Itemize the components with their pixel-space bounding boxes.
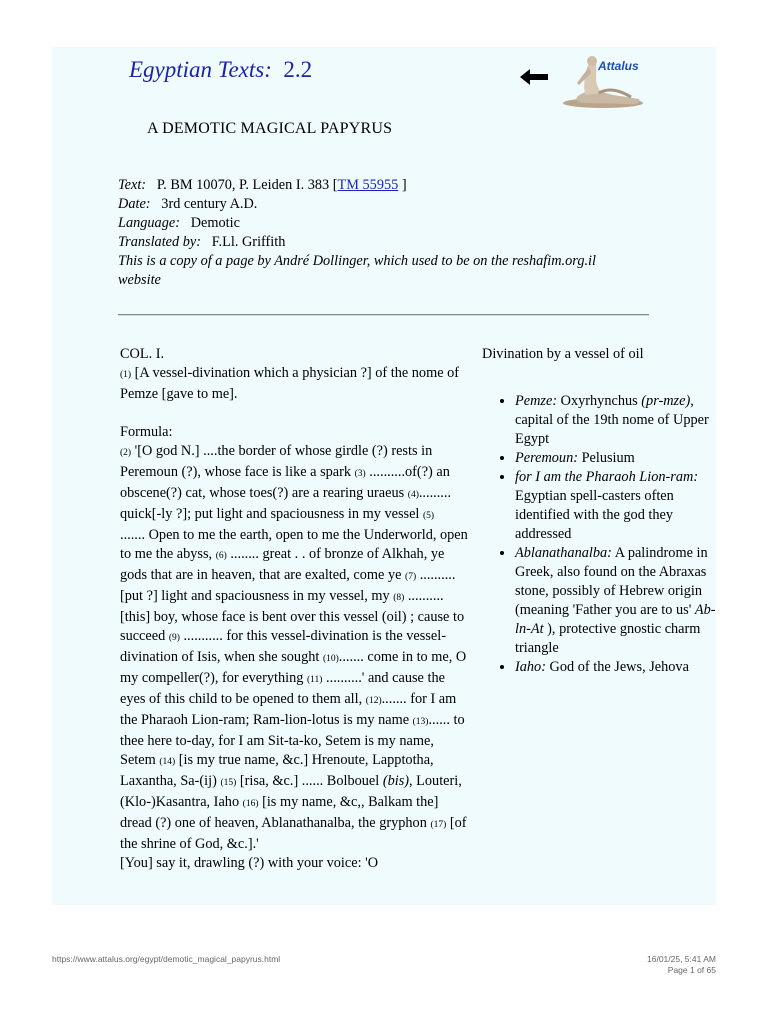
meta-date-value: 3rd century A.D.: [161, 196, 258, 212]
note-text: Oxyrhynchus: [560, 393, 638, 409]
line-text: ..........of(?) an obscene(?) cat, whose toes(?) are a rearing uraeus: [120, 464, 450, 501]
line-text: ....... come in to me, O my compeller(?), for everything: [120, 649, 467, 686]
line-text: ....... Open to me the earth, open to me the Underworld, open to me the abyss,: [120, 527, 468, 562]
note-text: Egyptian spell-casters often identified with the god they addressed: [515, 488, 674, 542]
line-number: (10): [322, 654, 339, 664]
footer-url: https://www.attalus.org/egypt/demotic_magical_papyrus.html: [52, 954, 281, 964]
note-item: [515, 449, 716, 468]
note-term: Ablanathanalba:: [515, 545, 612, 561]
line-text: [risa, &c.] ...... Bolbouel: [239, 773, 380, 789]
attalus-logo-text[interactable]: Attalus: [598, 59, 639, 73]
note-item: [515, 544, 716, 658]
column-heading: COL. I.: [120, 346, 165, 362]
tm-link[interactable]: TM 55955: [337, 177, 399, 193]
divider: [118, 314, 649, 316]
meta-language-value: Demotic: [190, 215, 240, 231]
meta-translator-label: Translated by:: [118, 234, 202, 250]
page-title: [129, 57, 312, 83]
line-number: (15): [220, 778, 237, 788]
line-number: (8): [393, 593, 405, 603]
note-item: [515, 658, 716, 677]
meta-text-value: P. BM 10070, P. Leiden I. 383 [: [156, 177, 338, 193]
line-text: ........... for this vessel-divination is the vessel-divination of Isis, when she sought: [120, 628, 446, 665]
notes-list: [482, 392, 716, 677]
line-number: (2): [120, 448, 132, 458]
note-text: God of the Jews, Jehova: [549, 659, 689, 675]
notes-heading: Divination by a vessel of oil: [482, 346, 644, 362]
line-number: (6): [215, 551, 227, 561]
back-arrow-icon[interactable]: [520, 67, 550, 87]
line-number: (3): [354, 469, 366, 479]
footer-page-number: Page 1 of 65: [667, 965, 716, 975]
line-number: (17): [430, 820, 447, 830]
line-number: (9): [168, 633, 180, 643]
line-text: (bis): [382, 773, 410, 789]
line-text: , Louteri, (Klo-)Kasantra, Iaho: [120, 773, 462, 810]
note-text: A palindrome in Greek, also found on the Abraxas stone, possibly of Hebrew origin (meaning 'Father you are to us': [515, 545, 708, 618]
document-metadata: [118, 176, 598, 290]
note-term: for I am the Pharaoh Lion-ram:: [515, 469, 699, 485]
line-number: (5): [422, 511, 435, 521]
line-number: (12): [365, 696, 382, 706]
line-number: (16): [242, 799, 259, 809]
meta-translator-row: [118, 233, 598, 252]
line-number: (7): [405, 572, 417, 582]
notes-column: [482, 345, 716, 677]
meta-language-row: [118, 214, 598, 233]
meta-copy-note: This is a copy of a page by André Dollinger, which used to be on the reshafim.org.il website: [118, 253, 596, 288]
line-text: .......... [put ?] light and spaciousness in my vessel, my: [120, 567, 456, 604]
note-term: (pr-mze): [641, 393, 691, 409]
page-panel: [52, 47, 716, 905]
line-text: ......... quick[-ly ?]; put light and spaciousness in my vessel: [120, 485, 452, 522]
line-number: (11): [306, 675, 323, 685]
formula-last-line: [You] say it, drawling (?) with your voice: 'O: [120, 855, 379, 871]
line-text: [of the shrine of God, &c.].': [120, 815, 467, 852]
note-text: , capital of the 19th nome of Upper Egypt: [515, 393, 709, 447]
meta-date-row: [118, 195, 598, 214]
title-number: 2.2: [283, 57, 313, 82]
line-number: (1): [120, 370, 132, 380]
note-term: Iaho:: [515, 659, 546, 675]
meta-text-close: ]: [401, 177, 407, 193]
translation-line: [120, 364, 472, 404]
meta-translator-value: F.Ll. Griffith: [211, 234, 286, 250]
line-text: ........ great . . of bronze of Alkhah, ye gods that are in heaven, that are exalted, come ye: [120, 546, 445, 583]
title-text: Egyptian Texts:: [129, 57, 272, 82]
meta-text-row: [118, 176, 598, 195]
formula-text: [120, 526, 472, 854]
line-text: ..........' and cause the eyes of this child to be opened to them all,: [120, 670, 445, 707]
line-number: (4): [407, 490, 419, 500]
formula-text: [120, 442, 472, 526]
note-item: [515, 392, 716, 449]
note-term: Peremoun:: [515, 450, 578, 466]
footer-datetime: 16/01/25, 5:41 AM: [647, 954, 716, 964]
translation-column: [120, 345, 472, 873]
line-text: [is my true name, &c.] Hrenoute, Lapptotha, Laxantha, Sa-(ij): [120, 752, 434, 789]
note-text: Pelusium: [581, 450, 635, 466]
line-text: ...... to thee here to-day, for I am Sit-ta-ko, Setem is my name, Setem: [120, 712, 465, 768]
meta-date-label: Date:: [118, 196, 151, 212]
note-term: Pemze:: [515, 393, 558, 409]
document-subtitle: A DEMOTIC MAGICAL PAPYRUS: [147, 120, 393, 137]
meta-text-label: Text:: [118, 177, 147, 193]
note-text: ), protective gnostic charm triangle: [515, 621, 701, 656]
meta-language-label: Language:: [118, 215, 180, 231]
formula-label: Formula:: [120, 424, 173, 440]
line-text: [is my name, &c,, Balkam the] dread (?) one of heaven, Ablanathanalba, the gryphon: [120, 794, 439, 831]
note-item: [515, 468, 716, 544]
note-term: Ab-ln-At: [515, 602, 716, 637]
line-text: '[O god N.] ....the border of whose girdle (?) rests in Peremoun (?), whose face is like a spark: [120, 443, 433, 480]
line-text: .......... [this] boy, whose face is bent over this vessel (oil) ; cause to succeed: [120, 588, 465, 644]
line-number: (14): [159, 757, 176, 767]
line-text: ....... for I am the Pharaoh Lion-ram; Ram-lion-lotus is my name: [120, 691, 457, 728]
line-text: [A vessel-divination which a physician ?] of the nome of Pemze [gave to me].: [120, 365, 460, 402]
line-number: (13): [412, 717, 429, 727]
